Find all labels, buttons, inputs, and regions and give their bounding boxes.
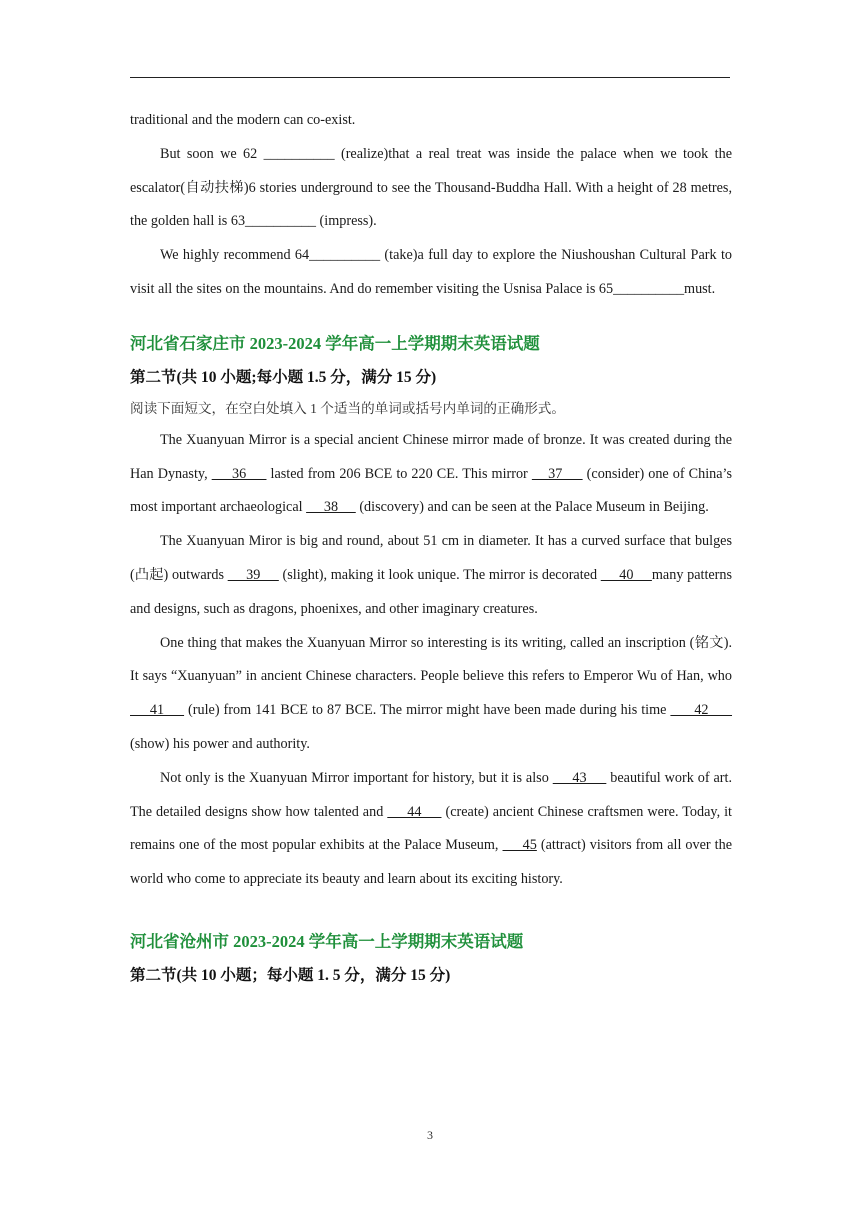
section-2-heading: 河北省沧州市 2023-2024 学年高一上学期期末英语试题 (130, 931, 524, 951)
text: (show) his power and authority. (130, 735, 310, 752)
text: Not only is the Xuanyuan Mirror important for history, but it is also (160, 769, 553, 786)
section-1-subheading: 第二节(共 10 小题;每小题 1.5 分，满分 15 分) (130, 368, 437, 386)
document-body (130, 104, 732, 992)
blank-43: 43 (552, 769, 607, 786)
text: (attract) visitors from all over the world who come to appreciate its beauty and learn about its exciting history. (130, 837, 733, 888)
blank-44: 44 (387, 803, 442, 820)
blank-45: 45 (502, 837, 537, 854)
text: (create) ancient Chinese craftsmen were. Today, it remains one of the most popular exhibits at the Palace Museum, (130, 803, 732, 854)
blank-36: 36 (211, 465, 267, 482)
passage-paragraph-1 (130, 424, 732, 525)
text: The Xuanyuan Mirror is a special ancient Chinese mirror made of bronze. It was created during the Han Dynasty, (130, 431, 732, 482)
blank-40: 40 (600, 566, 652, 583)
blank-37: 37 (531, 465, 583, 482)
text: (slight), making it look unique. The mirror is decorated (278, 566, 601, 583)
prev-paragraph-3: We highly recommend 64__________ (take)a full day to explore the Niushoushan Cultural Park to visit all the sites on the mountains. And do remember visiting the Usnisa Palace is 65__________must. (130, 247, 732, 297)
blank-39: 39 (227, 566, 279, 583)
text: beautiful work of art. The detailed designs show how talented and (130, 769, 732, 820)
passage-paragraph-2 (130, 525, 732, 626)
prev-paragraph-1: traditional and the modern can co-exist. (130, 112, 356, 128)
text: (consider) one of China’s most important archaeological (130, 465, 733, 516)
blank-42: 42 (670, 702, 733, 719)
text: lasted from 206 BCE to 220 CE. This mirror (266, 465, 532, 482)
blank-41: 41 (130, 702, 185, 719)
header-rule (130, 77, 730, 78)
prev-paragraph-2: But soon we 62 __________ (realize)that a real treat was inside the palace when we took the escalator(自动扶梯)6 stories underground to see the Thousand-Buddha Hall. With a height of 28 metres, the golden hall is 63__________ (impress). (130, 145, 732, 230)
passage-paragraph-4 (130, 762, 732, 897)
page-number: 3 (427, 1128, 433, 1142)
text: (rule) from 141 BCE to 87 BCE. The mirror might have been made during his time (184, 702, 671, 719)
text: The Xuanyuan Miror is big and round, about 51 cm in diameter. It has a curved surface that bulges (凸起) outwards (130, 533, 732, 583)
section-1-instruction: 阅读下面短文，在空白处填入 1 个适当的单词或括号内单词的正确形式。 (130, 400, 565, 416)
section-2-subheading: 第二节(共 10 小题；每小题 1. 5 分，满分 15 分) (130, 966, 451, 984)
blank-38: 38 (306, 499, 356, 516)
section-1-heading: 河北省石家庄市 2023-2024 学年高一上学期期末英语试题 (130, 333, 540, 353)
passage-paragraph-3 (130, 627, 732, 762)
text: One thing that makes the Xuanyuan Mirror so interesting is its writing, called an inscription (铭文). It says “Xuanyuan” in ancient Chinese characters. People believe this refers to Emperor Wu of Han, who (130, 634, 732, 685)
text: (discovery) and can be seen at the Palace Museum in Beijing. (355, 499, 709, 516)
text: many patterns and designs, such as dragons, phoenixes, and other imaginary creatures. (130, 566, 733, 617)
